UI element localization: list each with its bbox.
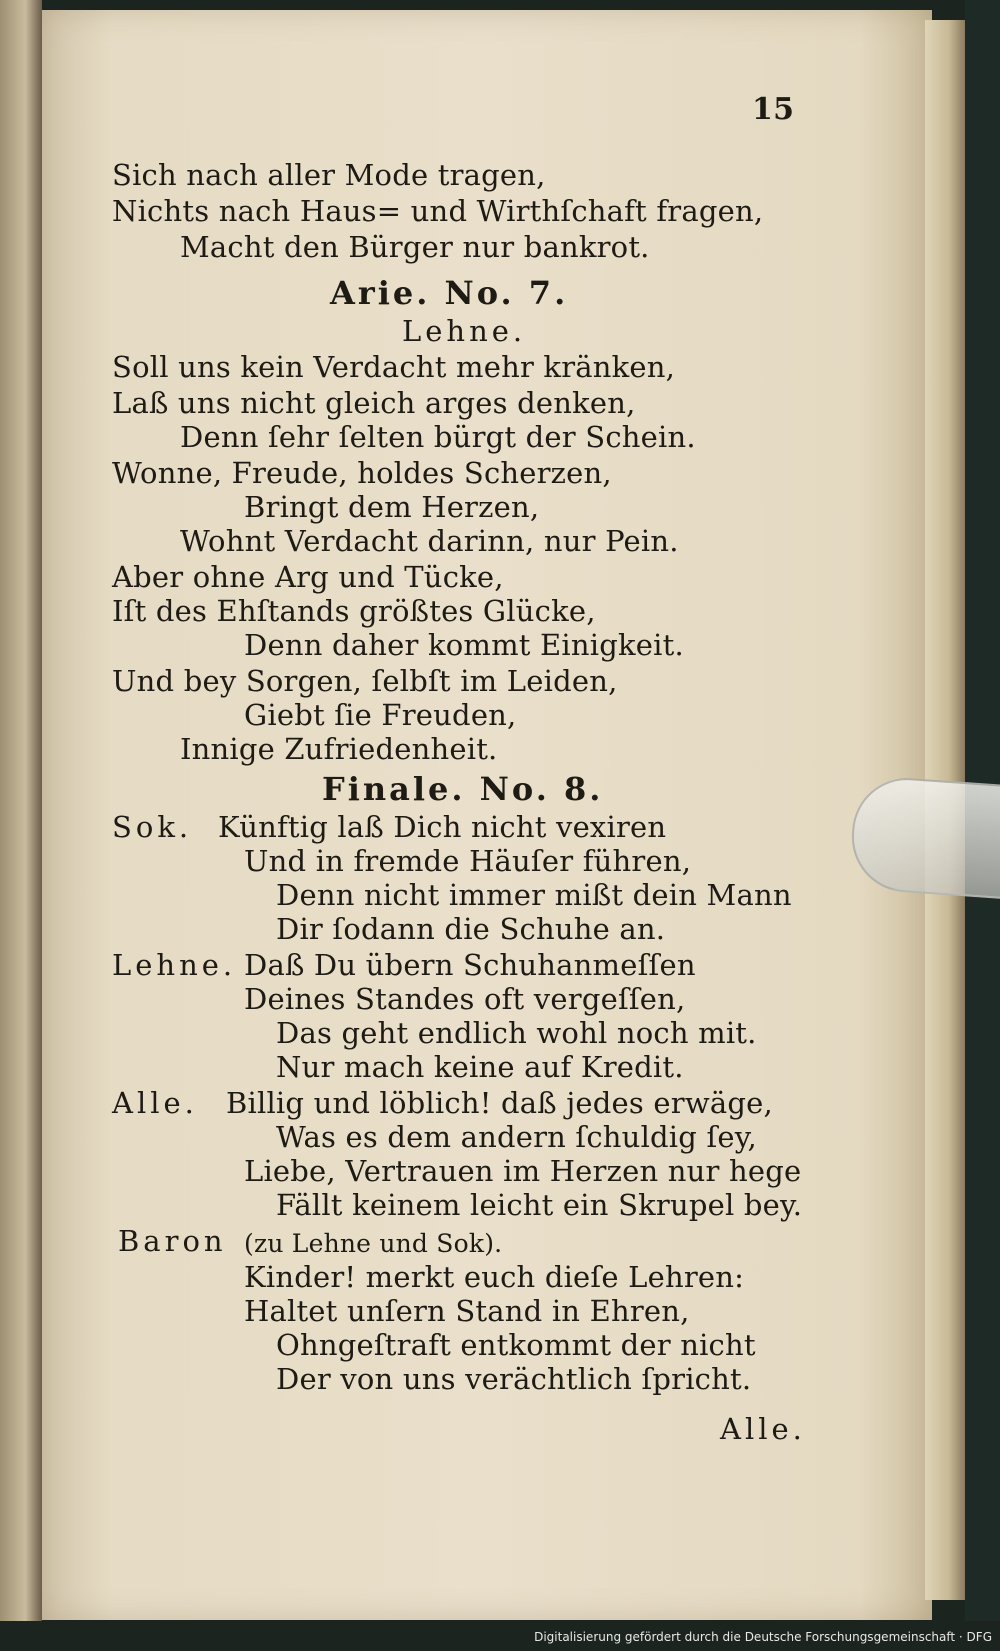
speaker-alle: Alle. xyxy=(112,1086,198,1120)
footer-credit: Digitalisierung gefördert durch die Deutsche Forschungsgemeinschaft · DFG xyxy=(534,1630,992,1644)
verse-line: Fällt keinem leicht ein Skrupel bey. xyxy=(276,1188,803,1222)
verse-line: Laß uns nicht gleich arges denken, xyxy=(112,386,636,420)
footer-bar xyxy=(0,1621,1000,1651)
verse-line: Und bey Sorgen, ſelbſt im Leiden, xyxy=(112,664,618,698)
verse-line: Der von uns verächtlich ſpricht. xyxy=(276,1362,752,1396)
verse-line: Dir ſodann die Schuhe an. xyxy=(276,912,666,946)
verse-line: Was es dem andern ſchuldig ſey, xyxy=(276,1120,757,1154)
aria-speaker: Lehne. xyxy=(402,314,527,348)
verse-line: Das geht endlich wohl noch mit. xyxy=(276,1016,757,1050)
verse-line: Daß Du übern Schuhanmeſſen xyxy=(244,948,696,982)
verse-line: Haltet unſern Stand in Ehren, xyxy=(244,1294,690,1328)
catchword: Alle. xyxy=(720,1412,806,1446)
verse-line: Denn ſehr ſelten bürgt der Schein. xyxy=(180,420,696,454)
verse-line: Billig und löblich! daß jedes erwäge, xyxy=(226,1086,773,1120)
verse-line: Und in fremde Häuſer führen, xyxy=(244,844,692,878)
verse-line: Künftig laß Dich nicht vexiren xyxy=(218,810,667,844)
speaker-lehne: Lehne. xyxy=(112,948,237,982)
verse-line: Iſt des Ehſtands größtes Glücke, xyxy=(112,594,596,628)
stage-direction: (zu Lehne und Sok). xyxy=(244,1229,503,1258)
verse-line: Sich nach aller Mode tragen, xyxy=(112,158,546,192)
aria-heading: Arie. No. 7. xyxy=(330,274,569,312)
verse-line: Macht den Bürger nur bankrot. xyxy=(180,230,650,264)
adjacent-page-edge xyxy=(0,0,42,1651)
speaker-sok: Sok. xyxy=(112,810,193,844)
verse-line: Soll uns kein Verdacht mehr kränken, xyxy=(112,350,676,384)
verse-line: Wonne, Freude, holdes Scherzen, xyxy=(112,456,612,490)
finale-heading: Finale. No. 8. xyxy=(322,770,604,808)
verse-line: Bringt dem Herzen, xyxy=(244,490,540,524)
speaker-baron: Baron xyxy=(118,1224,227,1258)
verse-line: Liebe, Vertrauen im Herzen nur hege xyxy=(244,1154,802,1188)
verse-line: Denn daher kommt Einigkeit. xyxy=(244,628,684,662)
verse-line: Innige Zufriedenheit. xyxy=(180,732,498,766)
page-number: 15 xyxy=(752,92,795,127)
verse-line: Aber ohne Arg und Tücke, xyxy=(112,560,504,594)
verse-line: Kinder! merkt euch dieſe Lehren: xyxy=(244,1260,745,1294)
verse-line: Wohnt Verdacht darinn, nur Pein. xyxy=(180,524,679,558)
verse-line: Nur mach keine auf Kredit. xyxy=(276,1050,684,1084)
verse-line: Denn nicht immer mißt dein Mann xyxy=(276,878,792,912)
verse-line: Ohngeſtraft entkommt der nicht xyxy=(276,1328,756,1362)
verse-line: Giebt ſie Freuden, xyxy=(244,698,517,732)
verse-line: Deines Standes oft vergeſſen, xyxy=(244,982,686,1016)
verse-line: Nichts nach Haus= und Wirthſchaft fragen, xyxy=(112,194,764,228)
